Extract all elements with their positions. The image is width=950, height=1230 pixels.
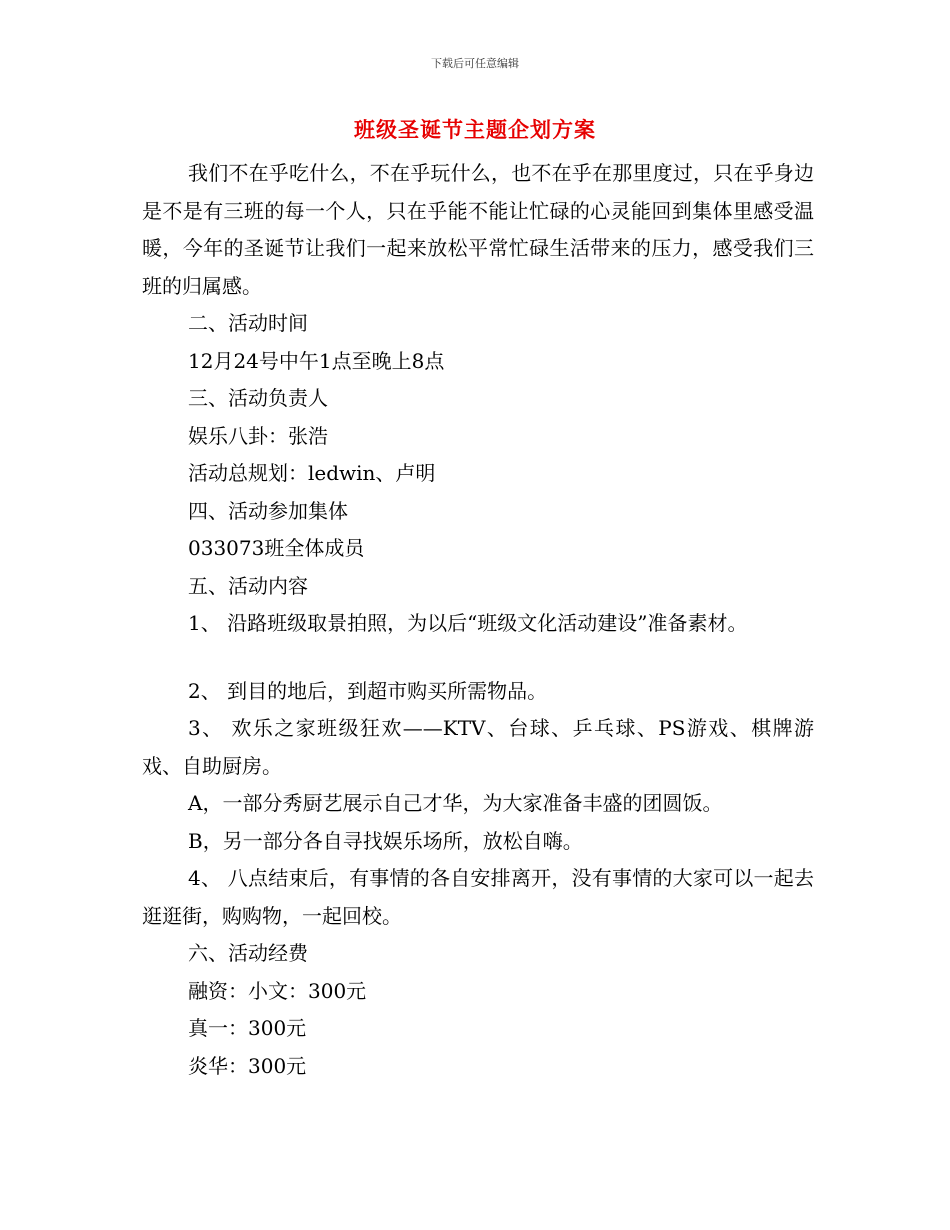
- content-item-3: 3、 欢乐之家班级狂欢——KTV、台球、乒乓球、PS游戏、棋牌游戏、自助厨房。: [142, 716, 814, 778]
- section-heading-organizers: 三、活动负责人: [188, 386, 328, 410]
- section-heading-content: 五、活动内容: [188, 573, 308, 598]
- section-heading-participants: 四、活动参加集体: [188, 498, 348, 523]
- content-item-3b: B，另一部分各自寻找娱乐场所，放松自嗨。: [188, 828, 583, 853]
- budget-line-3: 炎华：300元: [188, 1053, 307, 1078]
- budget-line-2: 真一：300元: [188, 1016, 307, 1040]
- document-body: [142, 155, 814, 1085]
- blank-line: [142, 643, 814, 673]
- organizer-planning: 活动总规划：ledwin、卢明: [188, 461, 436, 485]
- participants: 033073班全体成员: [188, 536, 365, 560]
- organizer-entertainment: 娱乐八卦：张浩: [188, 423, 328, 448]
- content-item-4: 4、 八点结束后，有事情的各自安排离开，没有事情的大家可以一起去逛逛街，购购物，一起回校。: [142, 866, 814, 928]
- header-note: 下载后可任意编辑: [431, 57, 519, 70]
- document-title: 班级圣诞节主题企划方案: [354, 118, 596, 142]
- intro-paragraph: 我们不在乎吃什么，不在乎玩什么，也不在乎在那里度过，只在乎身边是不是有三班的每一个人，只在乎能不能让忙碌的心灵能回到集体里感受温暖，今年的圣诞节让我们一起来放松平常忙碌生活带来的压力，感受我们三班的归属感。: [142, 161, 814, 298]
- section-heading-time: 二、活动时间: [188, 311, 308, 335]
- content-item-1: 1、 沿路班级取景拍照，为以后“班级文化活动建设”准备素材。: [188, 611, 748, 635]
- budget-line-1: 融资：小文：300元: [188, 978, 367, 1003]
- content-item-2: 2、 到目的地后，到超市购买所需物品。: [188, 678, 548, 703]
- content-item-3a: A，一部分秀厨艺展示自己才华，为大家准备丰盛的团圆饭。: [188, 791, 723, 815]
- activity-time: 12月24号中午1点至晚上8点: [188, 348, 445, 373]
- section-heading-budget: 六、活动经费: [188, 941, 308, 965]
